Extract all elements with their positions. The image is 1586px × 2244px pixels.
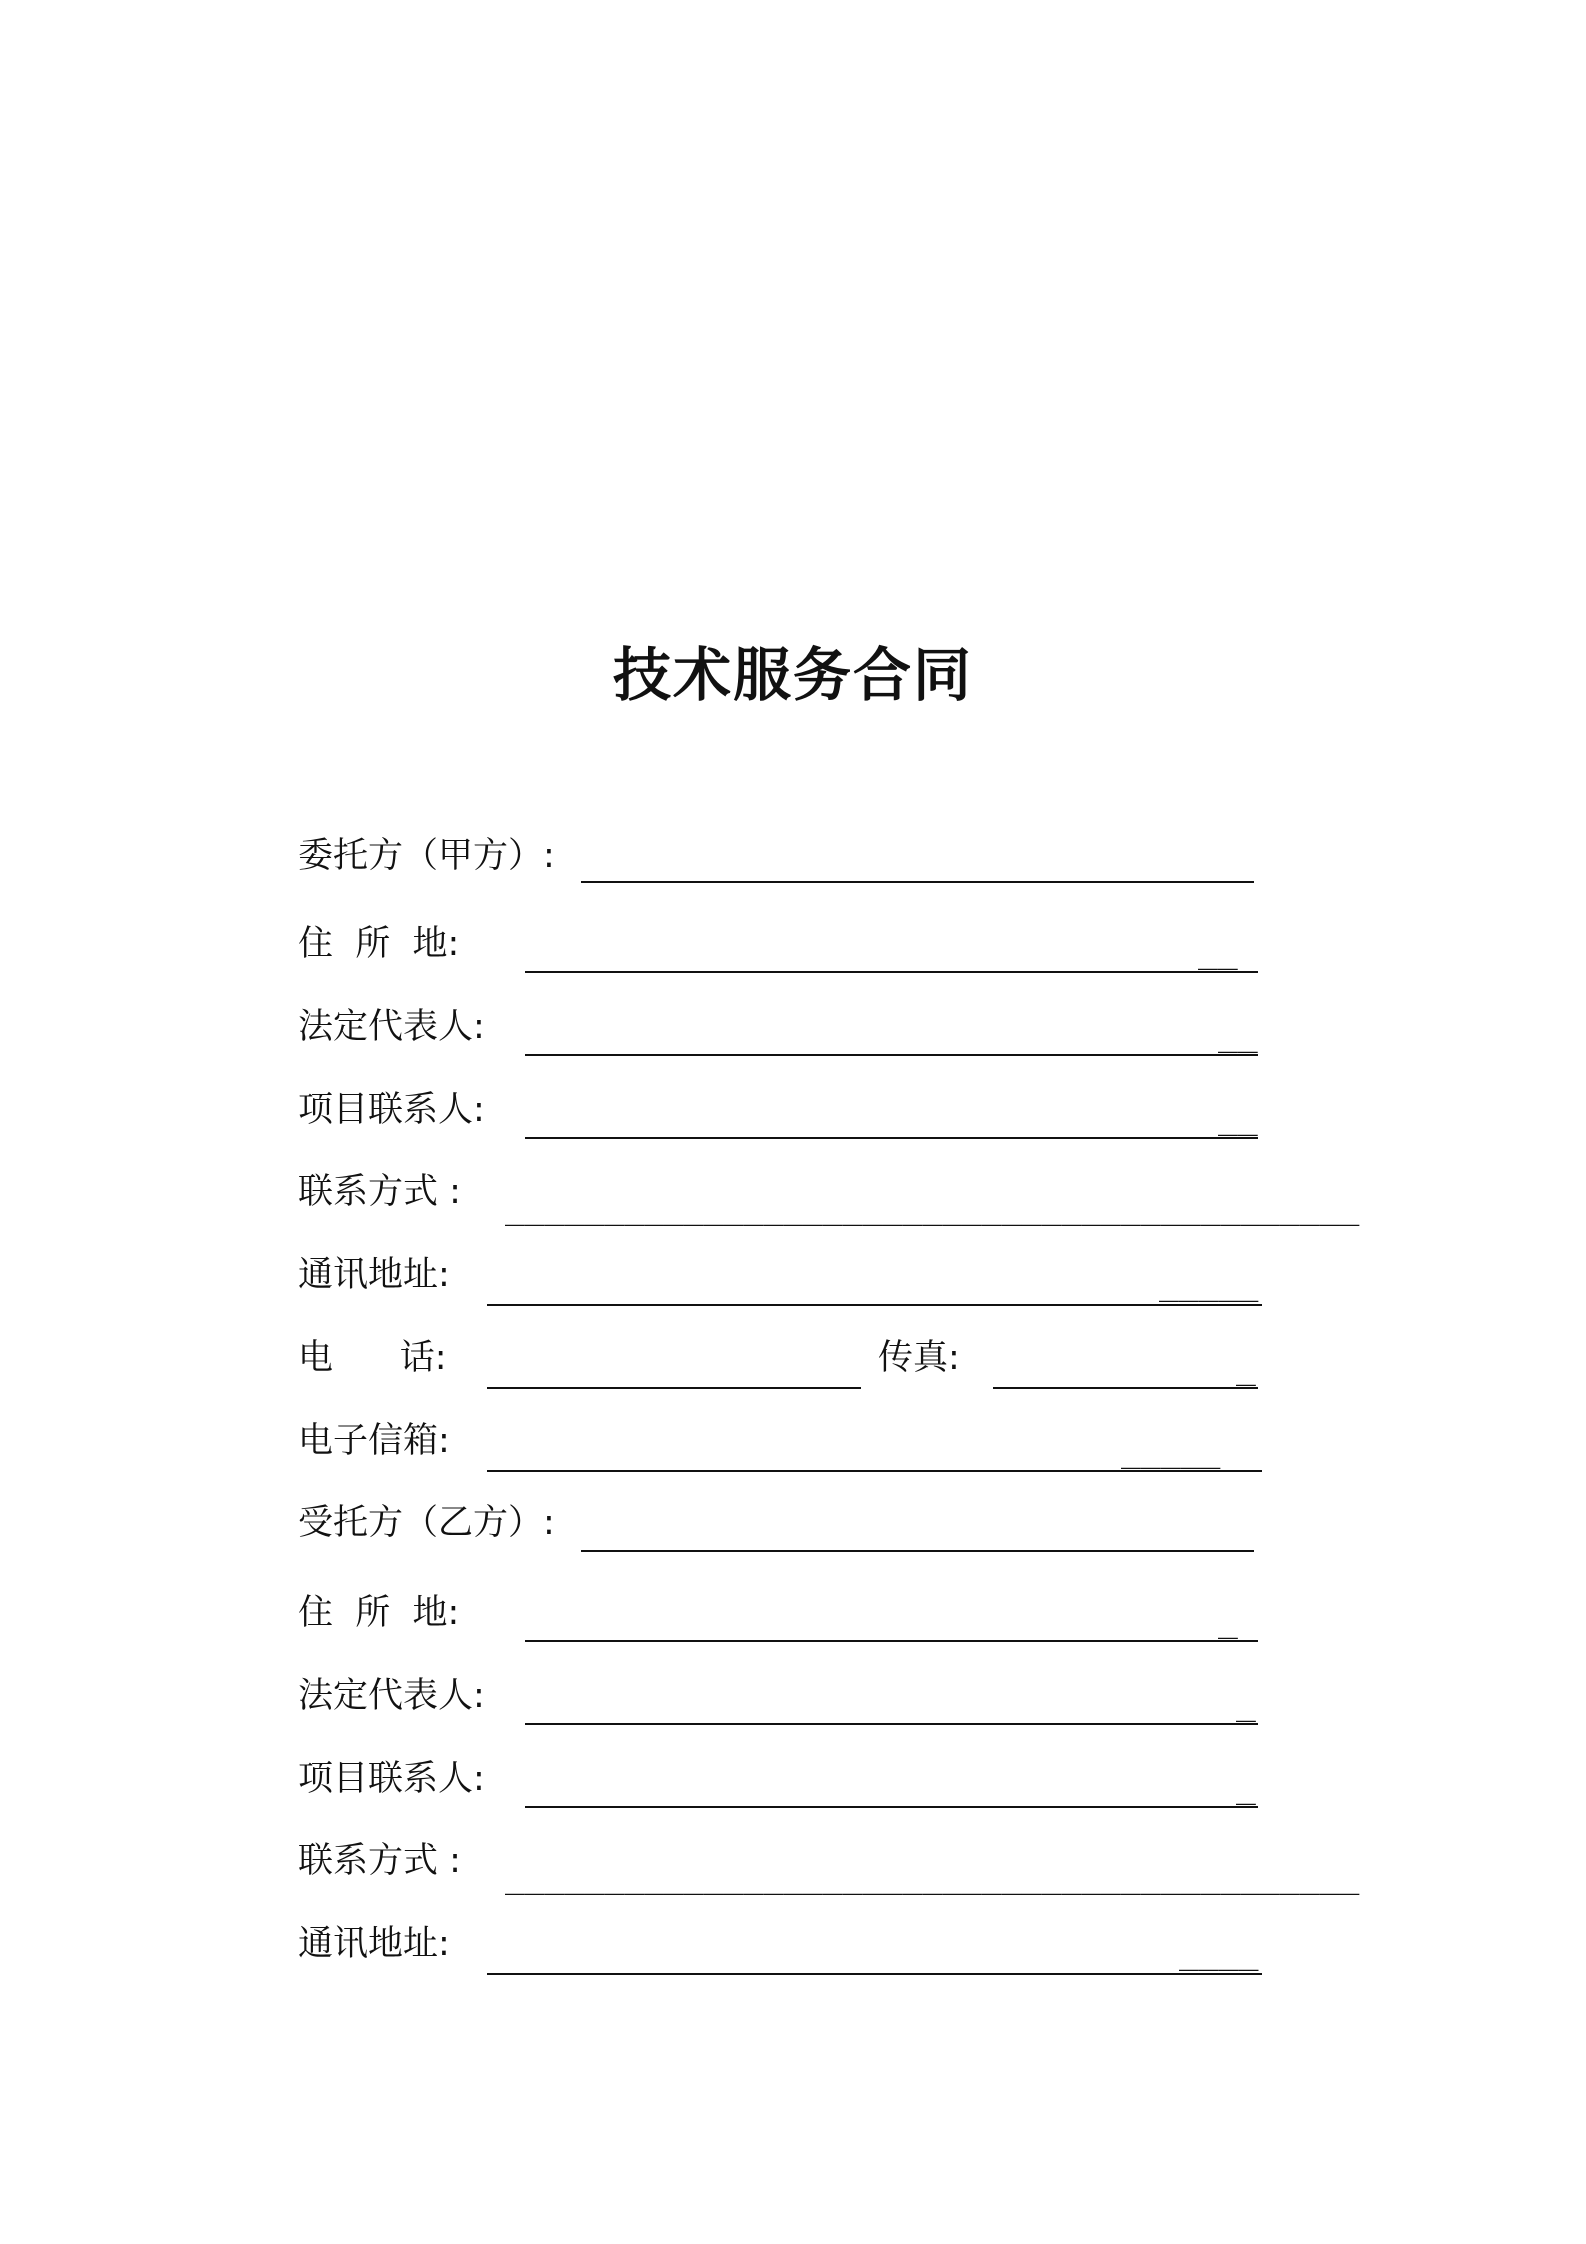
party-a-contact-method-label: 联系方式 : [298, 1172, 461, 1212]
party-b-mail-address-field[interactable] [487, 1973, 1262, 1975]
party-a-mail-address-label: 通讯地址: [298, 1255, 450, 1295]
party-a-contact-method-field[interactable]: ___________________________________________ [505, 1187, 1360, 1226]
party-b-address-tail: _ [1218, 1600, 1238, 1639]
party-a-fax-label: 传真: [878, 1338, 960, 1378]
party-a-mail-address-tail: _____ [1159, 1263, 1259, 1302]
party-b-contact-person-tail: _ [1236, 1766, 1256, 1805]
party-b-address-field[interactable] [525, 1640, 1258, 1642]
party-a-email-tail: _____ [1121, 1430, 1221, 1469]
party-a-legal-rep-tail: __ [1218, 1014, 1258, 1053]
party-a-address-tail: __ [1198, 931, 1238, 970]
party-a-address-label: 住 所 地: [298, 924, 460, 964]
party-a-email-label: 电子信箱: [298, 1421, 450, 1461]
party-b-contact-method-label: 联系方式 : [298, 1841, 461, 1881]
party-b-contact-person-field[interactable] [525, 1806, 1258, 1808]
party-a-fax-field[interactable] [993, 1387, 1258, 1389]
party-a-mail-address-field[interactable] [487, 1304, 1262, 1306]
party-b-mail-address-label: 通讯地址: [298, 1924, 450, 1964]
party-a-contact-person-label: 项目联系人: [298, 1090, 485, 1130]
party-a-phone-label: 电 话: [298, 1338, 447, 1378]
party-b-legal-rep-field[interactable] [525, 1723, 1258, 1725]
party-b-address-label: 住 所 地: [298, 1593, 460, 1633]
party-a-phone-field[interactable] [487, 1387, 861, 1389]
party-b-legal-rep-tail: _ [1236, 1683, 1256, 1722]
page-title: 技术服务合同 [612, 641, 973, 709]
party-b-contact-person-label: 项目联系人: [298, 1759, 485, 1799]
party-a-address-field[interactable] [525, 971, 1258, 973]
party-a-legal-rep-label: 法定代表人: [298, 1007, 485, 1047]
party-b-contact-method-field[interactable]: ___________________________________________ [505, 1856, 1360, 1895]
party-a-heading-label: 委托方（甲方）: [298, 836, 555, 876]
party-a-email-field[interactable] [487, 1470, 1262, 1472]
party-a-contact-person-field[interactable] [525, 1137, 1258, 1139]
party-a-contact-person-tail: __ [1218, 1097, 1258, 1136]
party-a-name-field[interactable] [581, 881, 1254, 883]
party-b-heading-label: 受托方（乙方）: [298, 1503, 555, 1543]
party-b-name-field[interactable] [581, 1550, 1254, 1552]
party-a-fax-tail: _ [1236, 1347, 1256, 1386]
party-b-mail-address-tail: ____ [1179, 1932, 1259, 1971]
party-a-legal-rep-field[interactable] [525, 1054, 1258, 1056]
party-b-legal-rep-label: 法定代表人: [298, 1676, 485, 1716]
